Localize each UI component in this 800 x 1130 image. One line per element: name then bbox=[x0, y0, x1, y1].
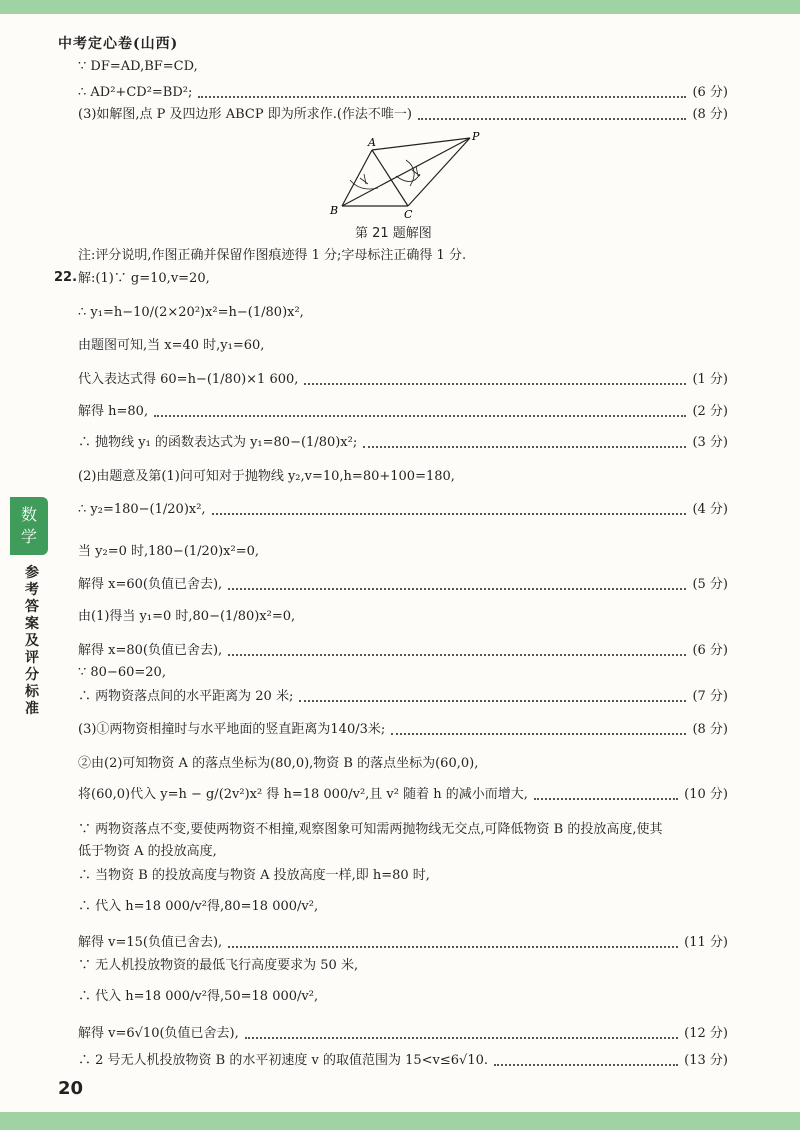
solution-line: ∴ y₁=h−10/(2×20²)x²=h−(1/80)x², bbox=[78, 305, 304, 320]
point-label-a: A bbox=[368, 136, 376, 149]
figure-caption: 第 21 题解图 bbox=[355, 226, 432, 241]
solution-line: ∵ 两物资落点不变,要使两物资不相撞,观察图象可知需两抛物线无交点,可降低物资 B 的投放高度,使其 bbox=[78, 822, 663, 837]
solution-line: ∴ AD²+CD²=BD²; (6 分) bbox=[78, 83, 728, 103]
solution-line: (3)如解图,点 P 及四边形 ABCP 即为所求作.(作法不唯一) (8 分) bbox=[78, 105, 728, 125]
solution-line: 解:(1)∵ g=10,v=20, bbox=[78, 271, 210, 286]
point-label-p: P bbox=[472, 130, 480, 143]
score-mark: (11 分) bbox=[684, 935, 728, 950]
solution-line: 由(1)得当 y₁=0 时,80−(1/80)x²=0, bbox=[78, 609, 296, 624]
side-label-char: 案 bbox=[25, 616, 39, 632]
side-label-char: 准 bbox=[25, 701, 39, 717]
top-edge-stripe bbox=[0, 0, 800, 14]
solution-line: ∴ 2 号无人机投放物资 B 的水平初速度 v 的取值范围为 15<v≤6√10. (13 分) bbox=[78, 1051, 728, 1071]
score-mark: (7 分) bbox=[692, 689, 728, 704]
solution-line: 解得 v=6√10(负值已舍去), (12 分) bbox=[78, 1024, 728, 1044]
score-mark: (1 分) bbox=[692, 372, 728, 387]
side-label-char: 评 bbox=[25, 650, 39, 666]
solution-line: 代入表达式得 60=h−(1/80)×1 600, (1 分) bbox=[78, 370, 728, 390]
score-mark: (8 分) bbox=[692, 107, 728, 122]
solution-line: ∴ 两物资落点间的水平距离为 20 米; (7 分) bbox=[78, 687, 728, 707]
side-label-char: 分 bbox=[25, 667, 39, 683]
question-number: 22. bbox=[54, 270, 78, 285]
solution-line: (2)由题意及第(1)问可知对于抛物线 y₂,v=10,h=80+100=180, bbox=[78, 469, 455, 484]
construction-arc bbox=[406, 160, 414, 186]
point-label-b: B bbox=[330, 204, 339, 217]
score-mark: (6 分) bbox=[692, 643, 728, 658]
solution-line: ∴ 抛物线 y₁ 的函数表达式为 y₁=80−(1/80)x²; (3 分) bbox=[78, 433, 728, 453]
score-mark: (2 分) bbox=[692, 404, 728, 419]
score-mark: (3 分) bbox=[692, 435, 728, 450]
page-number: 20 bbox=[58, 1078, 84, 1099]
solution-line: ∵ DF=AD,BF=CD, bbox=[78, 59, 198, 74]
side-label-char: 考 bbox=[25, 582, 39, 598]
construction-mark bbox=[360, 174, 368, 184]
solution-line: 当 y₂=0 时,180−(1/20)x²=0, bbox=[78, 544, 259, 559]
side-label-char: 及 bbox=[25, 633, 39, 649]
side-label bbox=[22, 565, 42, 718]
score-mark: (5 分) bbox=[692, 577, 728, 592]
score-mark: (13 分) bbox=[684, 1053, 728, 1068]
page-header: 中考定心卷(山西) bbox=[58, 36, 179, 52]
subject-tab-char: 学 bbox=[20, 527, 37, 546]
score-mark: (6 分) bbox=[692, 85, 728, 100]
side-label-char: 答 bbox=[25, 599, 39, 615]
solution-note: 注:评分说明,作图正确并保留作图痕迹得 1 分;字母标注正确得 1 分. bbox=[78, 248, 467, 263]
subject-tab-char: 数 bbox=[20, 505, 37, 524]
solution-line: ∴ 代入 h=18 000/v²得,80=18 000/v², bbox=[78, 899, 319, 914]
solution-line: 解得 h=80, (2 分) bbox=[78, 402, 728, 422]
bottom-edge-stripe bbox=[0, 1112, 800, 1130]
score-mark: (12 分) bbox=[684, 1026, 728, 1041]
score-mark: (4 分) bbox=[692, 502, 728, 517]
segment-ac bbox=[372, 150, 408, 206]
segment-bp bbox=[342, 138, 470, 206]
solution-line: ∴ 代入 h=18 000/v²得,50=18 000/v², bbox=[78, 989, 319, 1004]
solution-line: ∴ y₂=180−(1/20)x², (4 分) bbox=[78, 500, 728, 520]
segment-ap bbox=[372, 138, 470, 150]
solution-line: 由题图可知,当 x=40 时,y₁=60, bbox=[78, 338, 265, 353]
geometry-figure bbox=[320, 130, 490, 220]
score-mark: (10 分) bbox=[684, 787, 728, 802]
side-label-char: 参 bbox=[25, 565, 39, 581]
solution-line: ∴ 当物资 B 的投放高度与物资 A 投放高度一样,即 h=80 时, bbox=[78, 868, 430, 883]
point-label-c: C bbox=[404, 208, 413, 220]
solution-line: (3)①两物资相撞时与水平地面的竖直距离为140/3米; (8 分) bbox=[78, 720, 728, 740]
solution-line: 解得 v=15(负值已舍去), (11 分) bbox=[78, 933, 728, 953]
subject-tab bbox=[10, 497, 48, 555]
solution-line: ∵ 无人机投放物资的最低飞行高度要求为 50 米, bbox=[78, 958, 359, 973]
score-mark: (8 分) bbox=[692, 722, 728, 737]
solution-line: 低于物资 A 的投放高度, bbox=[78, 844, 217, 859]
solution-line: ②由(2)可知物资 A 的落点坐标为(80,0),物资 B 的落点坐标为(60,0), bbox=[78, 756, 479, 771]
side-label-char: 标 bbox=[25, 684, 39, 700]
solution-line: 解得 x=60(负值已舍去), (5 分) bbox=[78, 575, 728, 595]
solution-line: 解得 x=80(负值已舍去), (6 分) bbox=[78, 641, 728, 661]
solution-line: 将(60,0)代入 y=h − g/(2v²)x² 得 h=18 000/v²,且 v² 随着 h 的减小而增大, (10 分) bbox=[78, 785, 728, 805]
solution-line: ∵ 80−60=20, bbox=[78, 665, 166, 680]
